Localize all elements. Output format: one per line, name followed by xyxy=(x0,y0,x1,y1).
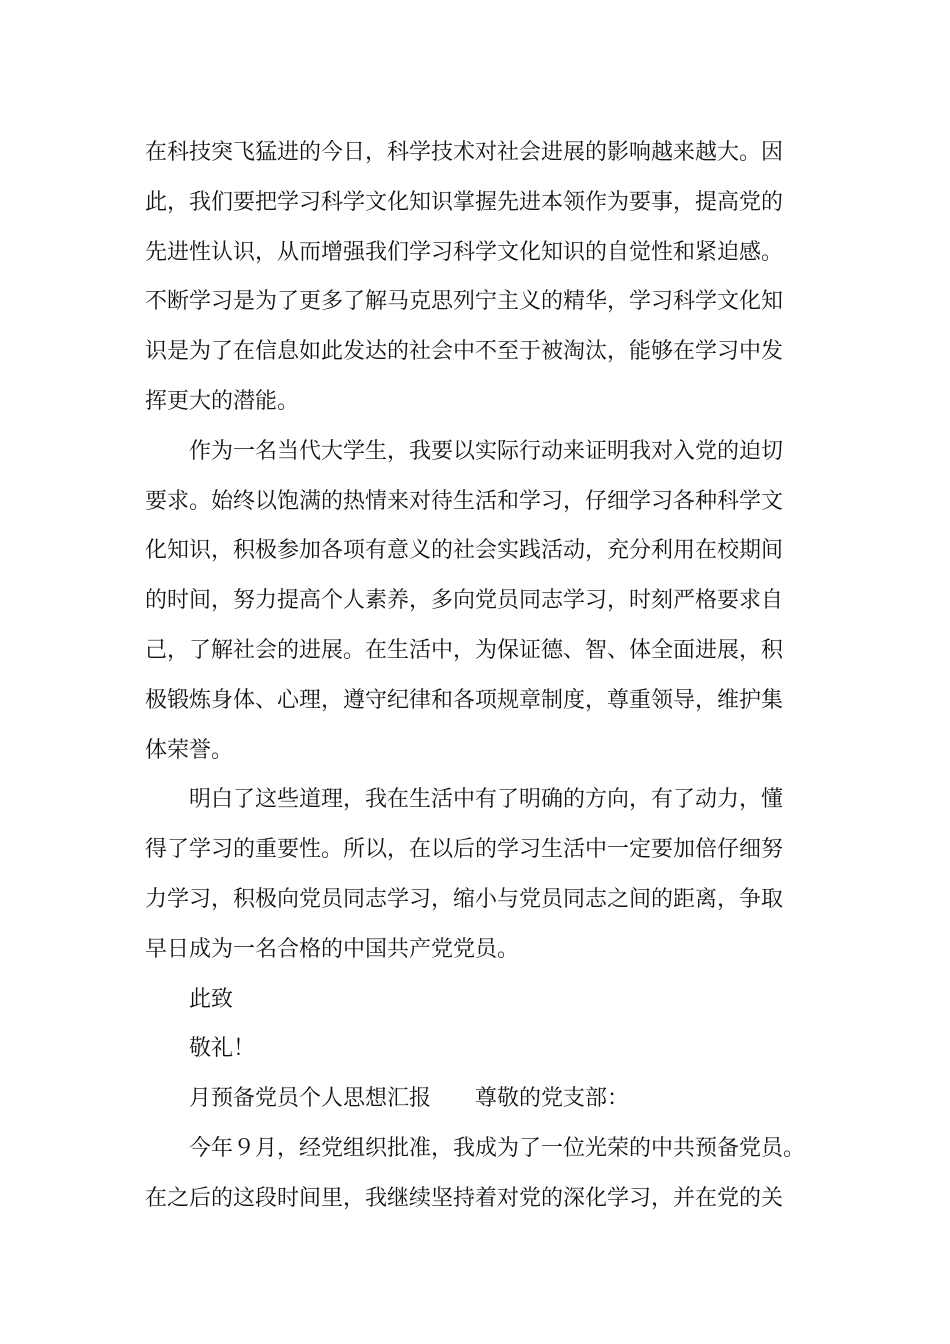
paragraph-science-learning xyxy=(145,128,825,427)
closing-zhizhi: 此致 xyxy=(189,986,234,1012)
closing-jingli: 敬礼！ xyxy=(189,1036,256,1062)
paragraph-understanding xyxy=(145,775,825,974)
text-line: 先进性认识，从而增强我们学习科学文化知识的自觉性和紧迫感。 xyxy=(145,239,784,265)
text-line: 在科技突飞猛进的今日，科学技术对社会进展的影响越来越大。因 xyxy=(145,140,784,165)
text-line: 此，我们要把学习科学文化知识掌握先进本领作为要事，提高党的 xyxy=(145,189,784,215)
text-line: 早日成为一名合格的中国共产党党员。 xyxy=(145,936,520,962)
next-report-salutation: 尊敬的党支部： xyxy=(475,1086,630,1112)
text-line: 不断学习是为了更多了解马克思列宁主义的精华，学习科学文化知 xyxy=(145,289,784,315)
text-line: 体荣誉。 xyxy=(145,737,234,763)
text-line: 的时间，努力提高个人素养，多向党员同志学习，时刻严格要求自 xyxy=(145,588,784,614)
next-report-heading xyxy=(145,1074,825,1124)
text-line: 今年９月，经党组织批准，我成为了一位光荣的中共预备党员。 xyxy=(189,1135,806,1161)
paragraph-probationary-member xyxy=(145,1124,825,1224)
text-line: 己，了解社会的进展。在生活中，为保证德、智、体全面进展，积 xyxy=(145,637,784,663)
text-line: 挥更大的潜能。 xyxy=(145,388,300,414)
text-line: 极锻炼身体、心理，遵守纪律和各项规章制度，尊重领导，维护集 xyxy=(145,687,784,713)
text-line: 要求。始终以饱满的热情来对待生活和学习，仔细学习各种科学文 xyxy=(145,488,784,514)
paragraph-student-commitment xyxy=(145,427,825,776)
text-line: 作为一名当代大学生，我要以实际行动来证明我对入党的迫切 xyxy=(189,438,784,464)
text-line: 得了学习的重要性。所以，在以后的学习生活中一定要加倍仔细努 xyxy=(145,837,784,863)
next-report-title: 月预备党员个人思想汇报 xyxy=(189,1086,432,1112)
text-line: 化知识，积极参加各项有意义的社会实践活动，充分利用在校期间 xyxy=(145,538,784,564)
text-line: 在之后的这段时间里，我继续坚持着对党的深化学习，并在党的关 xyxy=(145,1185,784,1211)
text-line: 力学习，积极向党员同志学习，缩小与党员同志之间的距离，争取 xyxy=(145,886,784,912)
document-body xyxy=(145,128,825,1224)
text-line: 识是为了在信息如此发达的社会中不至于被淘汰，能够在学习中发 xyxy=(145,339,784,365)
text-line: 明白了这些道理，我在生活中有了明确的方向，有了动力，懂 xyxy=(189,787,784,813)
